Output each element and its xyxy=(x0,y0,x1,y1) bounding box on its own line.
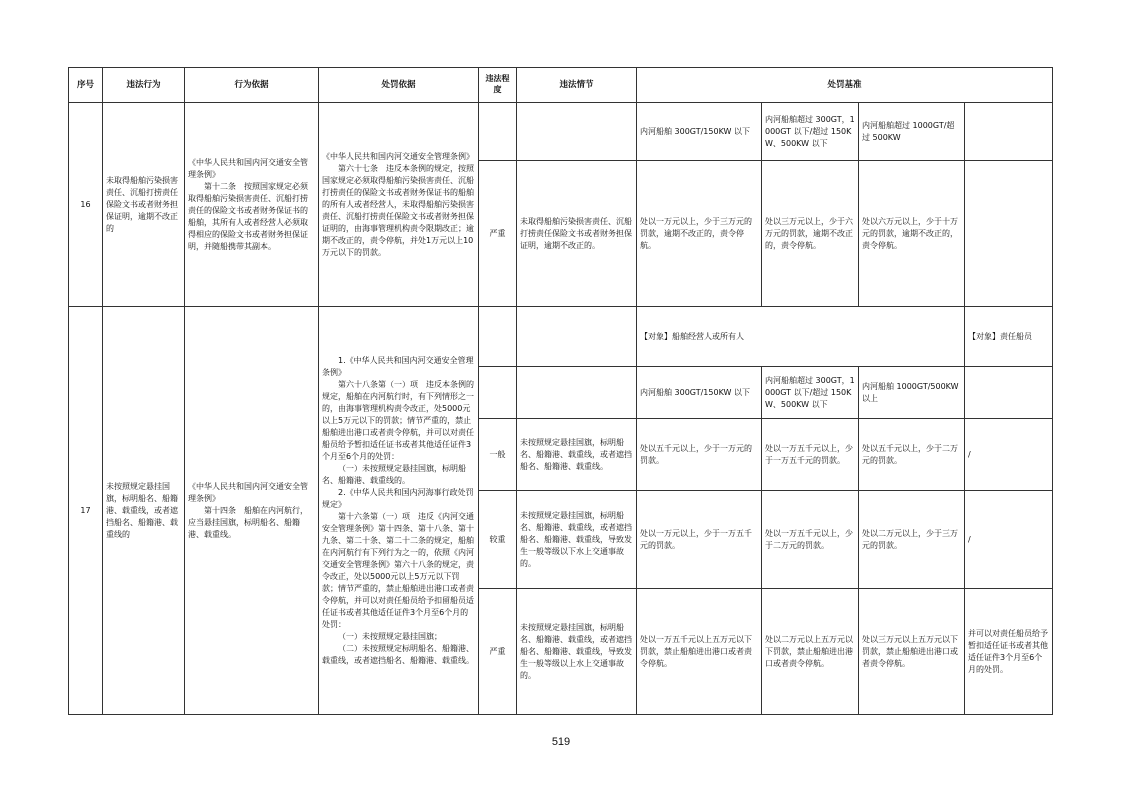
header-degree: 违法程度 xyxy=(479,68,517,103)
row17-severe-crew: 并可以对责任船员给予暂扣适任证书或者其他适任证件3个月至6个月的处罚。 xyxy=(965,589,1053,715)
row17-violation: 未按照规定悬挂国旗，标明船名、船籍港、载重线，或者遮挡船名、船籍港、载重线的 xyxy=(103,307,185,715)
row16-penalty-basis xyxy=(319,103,479,307)
row17-penalty-line: （一）未按照规定悬挂国旗，标明船名、船籍港、载重线的。 xyxy=(322,463,466,485)
row16-tier2: 内河船舶超过 300GT，1000GT 以下/超过 150KW、500KW 以下 xyxy=(762,103,859,161)
row16-seq: 16 xyxy=(69,103,103,307)
row16-penalty-2: 处以三万元以上，少于六万元的罚款，逾期不改正的，责令停航。 xyxy=(762,161,859,307)
row16-empty-degree xyxy=(479,103,517,161)
row17-empty-degree-b xyxy=(479,367,517,419)
row17-heavy-penalty-1: 处以一万元以上，少于一万五千元的罚款。 xyxy=(637,491,762,589)
table-row xyxy=(69,103,1053,161)
header-circumstance: 违法情节 xyxy=(517,68,637,103)
row17-penalty-line: 1.《中华人民共和国内河交通安全管理条例》 xyxy=(322,355,474,377)
row16-basis-title: 《中华人民共和国内河交通安全管理条例》 xyxy=(188,157,308,179)
row16-empty-circumstance xyxy=(517,103,637,161)
row17-basis xyxy=(185,307,319,715)
row16-penalty-body: 第六十七条 违反本条例的规定，按照国家规定必须取得船舶污染损害责任、沉船打捞责任的保险文书或者财务保证书的船舶的所有人或者经营人，未取得船舶污染损害责任、沉船打捞责任保险文书或者财务担保证明的，由海事管理机构责令限期改正；逾期不改正的，责令停航，并处1万元以上10万元以下的罚款。 xyxy=(322,163,474,257)
row17-empty-crew xyxy=(965,367,1053,419)
header-violation: 违法行为 xyxy=(103,68,185,103)
row16-degree: 严重 xyxy=(479,161,517,307)
row17-basis-title: 《中华人民共和国内河交通安全管理条例》 xyxy=(188,481,308,503)
row17-penalty-line: 2.《中华人民共和国内河海事行政处罚规定》 xyxy=(322,487,474,509)
row17-penalty-basis xyxy=(319,307,479,715)
row17-heavy-crew: / xyxy=(965,491,1053,589)
header-standard: 处罚基准 xyxy=(637,68,1053,103)
row17-penalty-line: 第十六条第（一）项 违反《内河交通安全管理条例》第十四条、第十八条、第十九条、第二十条、第二十二条的规定，船舶在内河航行有下列行为之一的，依照《内河交通安全管理条例》第六十八条的规定，责令改正，处以5000元以上5万元以下罚款；情节严重的，禁止船舶进出港口或者责令停航，并可以对责任船员给予扣留船员适任证书或者其他适任证件3个月至6个月的处罚： xyxy=(322,511,474,629)
row16-tier3: 内河船舶超过 1000GT/超过 500KW xyxy=(859,103,965,161)
row17-heavy-penalty-2: 处以一万五千元以上，少于二万元的罚款。 xyxy=(762,491,859,589)
row17-heavy-circumstance: 未按照规定悬挂国旗，标明船名、船籍港、载重线，或者遮挡船名、船籍港、载重线，导致发生一般等级以下水上交通事故的。 xyxy=(517,491,637,589)
header-penalty-basis: 处罚依据 xyxy=(319,68,479,103)
row17-general-crew: / xyxy=(965,419,1053,491)
row17-empty-degree-a xyxy=(479,307,517,367)
row17-general-circumstance: 未按照规定悬挂国旗，标明船名、船籍港、载重线，或者遮挡船名、船籍港、载重线。 xyxy=(517,419,637,491)
row16-penalty-1: 处以一万元以上，少于三万元的罚款，逾期不改正的，责令停航。 xyxy=(637,161,762,307)
row16-penalty-title: 《中华人民共和国内河交通安全管理条例》 xyxy=(322,151,474,161)
row17-severe-penalty-1: 处以一万五千元以上五万元以下罚款，禁止船舶进出港口或者责令停航。 xyxy=(637,589,762,715)
header-basis: 行为依据 xyxy=(185,68,319,103)
row17-general-degree: 一般 xyxy=(479,419,517,491)
row16-violation: 未取得船舶污染损害责任、沉船打捞责任保险文书或者财务担保证明，逾期不改正的 xyxy=(103,103,185,307)
row16-circumstance: 未取得船舶污染损害责任、沉船打捞责任保险文书或者财务担保证明，逾期不改正的。 xyxy=(517,161,637,307)
penalty-standard-table xyxy=(68,67,1053,715)
row17-general-penalty-3: 处以五千元以上，少于二万元的罚款。 xyxy=(859,419,965,491)
row17-heavy-degree: 较重 xyxy=(479,491,517,589)
row17-severe-degree: 严重 xyxy=(479,589,517,715)
row17-tier1: 内河船舶 300GT/150KW 以下 xyxy=(637,367,762,419)
row17-object-crew: 【对象】责任船员 xyxy=(965,307,1053,367)
table-row xyxy=(69,307,1053,367)
row17-severe-circumstance: 未按照规定悬挂国旗，标明船名、船籍港、载重线，或者遮挡船名、船籍港、载重线，导致发生一般等级以上水上交通事故的。 xyxy=(517,589,637,715)
row17-penalty-line: 第六十八条第（一）项 违反本条例的规定，船舶在内河航行时，有下列情形之一的，由海事管理机构责令改正，处5000元以上5万元以下的罚款；情节严重的，禁止船舶进出港口或者责令停航，并可以对责任船员给予暂扣适任证书或者其他适任证件3个月至6个月的处罚： xyxy=(322,379,474,461)
row17-seq: 17 xyxy=(69,307,103,715)
row16-tier1: 内河船舶 300GT/150KW 以下 xyxy=(637,103,762,161)
row17-basis-body: 第十四条 船舶在内河航行，应当悬挂国旗，标明船名、船籍港、载重线。 xyxy=(188,505,308,539)
row17-general-penalty-2: 处以一万五千元以上，少于一万五千元的罚款。 xyxy=(762,419,859,491)
row17-tier2: 内河船舶超过 300GT，1000GT 以下/超过 150KW、500KW 以下 xyxy=(762,367,859,419)
row17-general-penalty-1: 处以五千元以上，少于一万元的罚款。 xyxy=(637,419,762,491)
row17-empty-circumstance-b xyxy=(517,367,637,419)
row17-heavy-penalty-3: 处以二万元以上，少于三万元的罚款。 xyxy=(859,491,965,589)
row17-severe-penalty-2: 处以二万元以上五万元以下罚款，禁止船舶进出港口或者责令停航。 xyxy=(762,589,859,715)
row16-penalty-3: 处以六万元以上，少于十万元的罚款，逾期不改正的，责令停航。 xyxy=(859,161,965,307)
row17-object-owner: 【对象】船舶经营人或所有人 xyxy=(637,307,965,367)
row17-tier3: 内河船舶 1000GT/500KW 以上 xyxy=(859,367,965,419)
header-row xyxy=(69,68,1053,103)
row16-basis xyxy=(185,103,319,307)
row16-basis-body: 第十二条 按照国家规定必须取得船舶污染损害责任、沉船打捞责任的保险文书或者财务保证书的船舶，其所有人或者经营人必须取得相应的保险文书或者财务担保证明，并随船携带其副本。 xyxy=(188,181,308,251)
row16-penalty-extra xyxy=(965,161,1053,307)
row17-penalty-line: （二）未按照规定标明船名、船籍港、载重线，或者遮挡船名、船籍港、载重线。 xyxy=(322,643,474,665)
header-seq: 序号 xyxy=(69,68,103,103)
row17-empty-circumstance-a xyxy=(517,307,637,367)
row17-penalty-line: （一）未按照规定悬挂国旗； xyxy=(338,631,442,641)
row16-empty-extra xyxy=(965,103,1053,161)
row17-severe-penalty-3: 处以三万元以上五万元以下罚款，禁止船舶进出港口或者责令停航。 xyxy=(859,589,965,715)
page-number: 519 xyxy=(551,736,571,748)
